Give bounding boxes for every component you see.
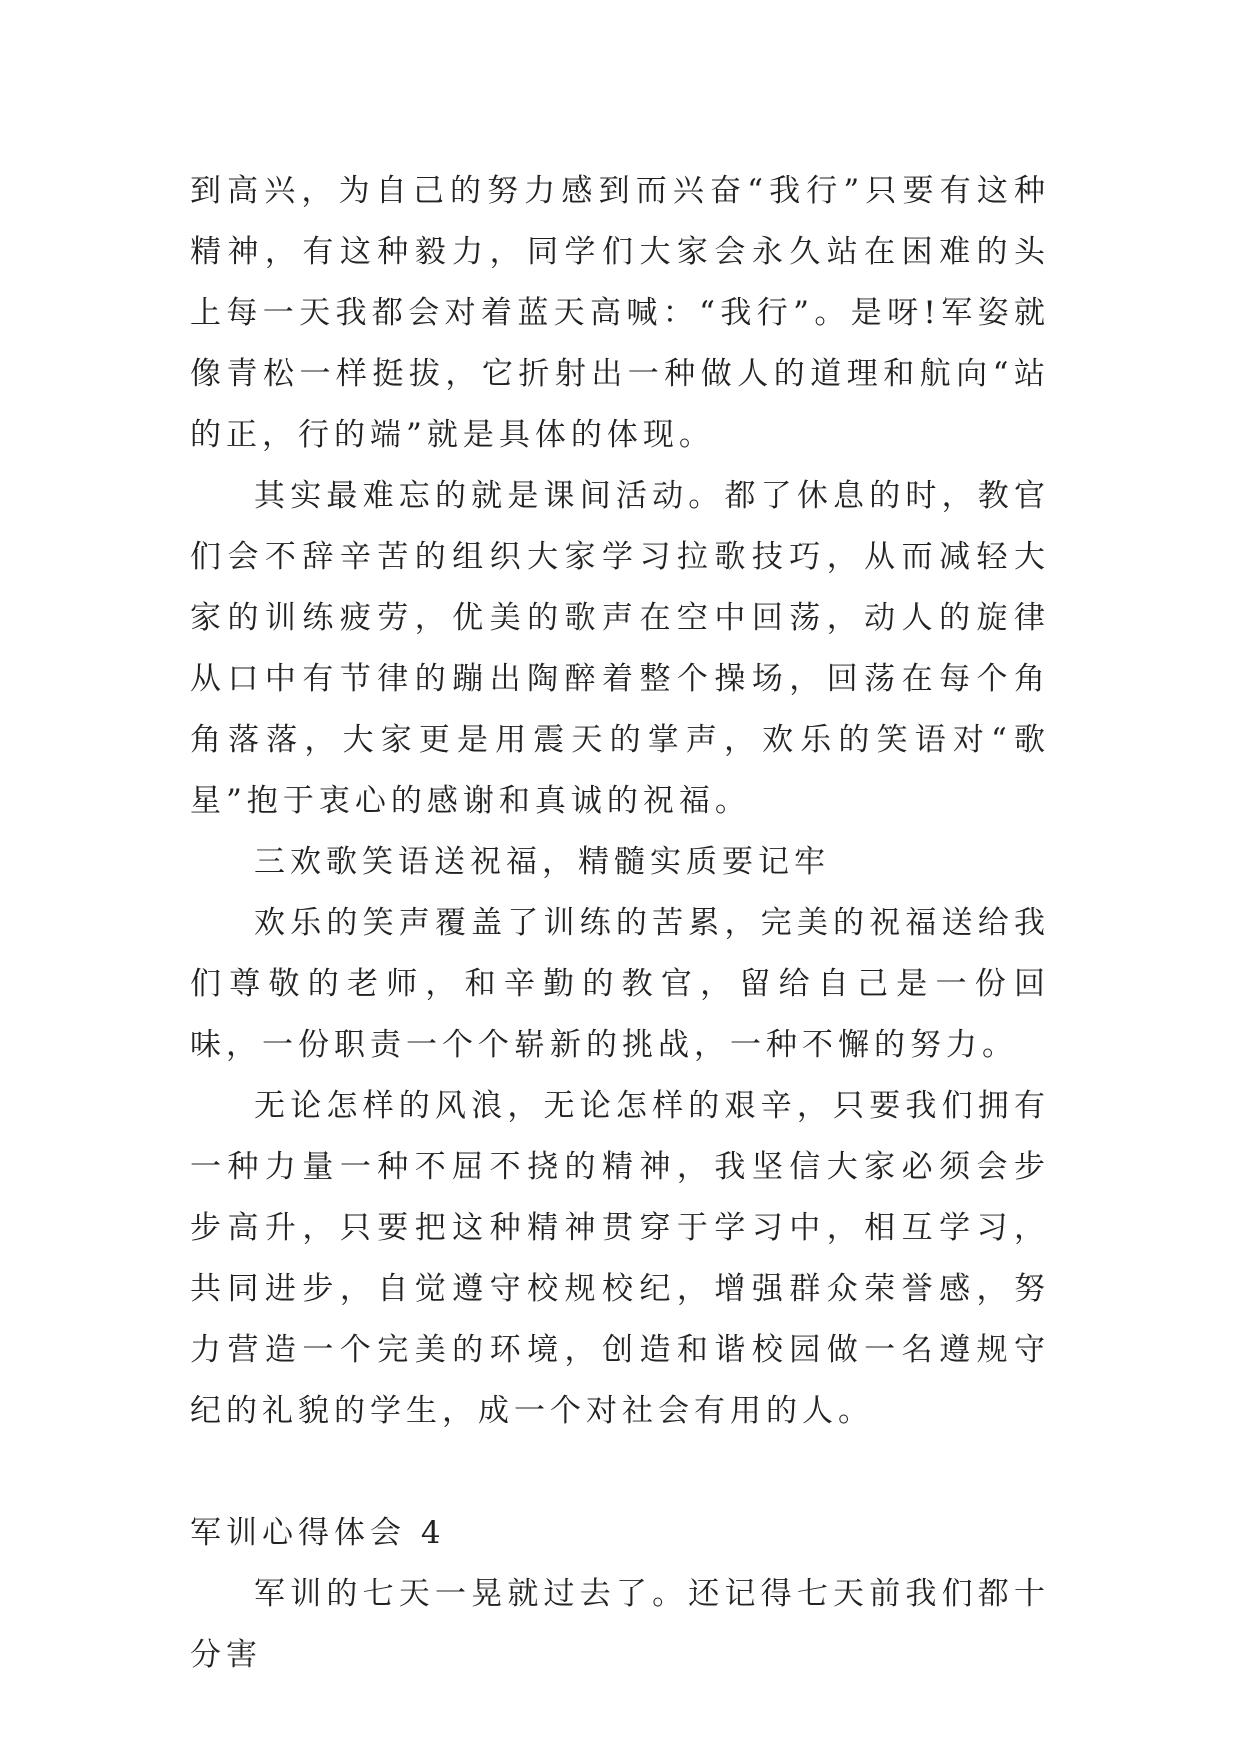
- paragraph-section-start: 军训的七天一晃就过去了。还记得七天前我们都十分害: [190, 1576, 1050, 1673]
- paragraph-class-break: 其实最难忘的就是课间活动。都了休息的时，教官们会不辞辛苦的组织大家学习拉歌技巧，从而减轻大家的训练疲劳，优美的歌声在空中回荡，动人的旋律从口中有节律的蹦出陶醉着整个操场，回荡在每个角角落落，大家更是用震天的掌声，欢乐的笑语对“歌星”抱于衷心的感谢和真诚的祝福。: [190, 478, 1050, 819]
- paragraph-perseverance: 无论怎样的风浪，无论怎样的艰辛，只要我们拥有一种力量一种不屈不挠的精神，我坚信大家必须会步步高升，只要把这种精神贯穿于学习中，相互学习，共同进步，自觉遵守校规校纪，增强群众荣誉感，努力营造一个完美的环境，创造和谐校园做一名遵规守纪的礼貌的学生，成一个对社会有用的人。: [190, 1088, 1050, 1429]
- paragraph-laughter: 欢乐的笑声覆盖了训练的苦累，完美的祝福送给我们尊敬的老师，和辛勤的教官，留给自己是一份回味，一份职责一个个崭新的挑战，一种不懈的努力。: [190, 905, 1050, 1063]
- document-body: [190, 161, 1050, 1686]
- paragraph-subheading: 三欢歌笑语送祝福，精髓实质要记牢: [254, 844, 830, 880]
- paragraph-continuation: 到高兴，为自己的努力感到而兴奋“我行”只要有这种精神，有这种毅力，同学们大家会永久站在困难的头上每一天我都会对着蓝天高喊：“我行”。是呀!军姿就像青松一样挺拔，它折射出一种做人的道理和航向“站的正，行的端”就是具体的体现。: [190, 173, 1050, 453]
- section-heading: 军训心得体会 4: [190, 1515, 446, 1551]
- section-spacer: [190, 1442, 1050, 1503]
